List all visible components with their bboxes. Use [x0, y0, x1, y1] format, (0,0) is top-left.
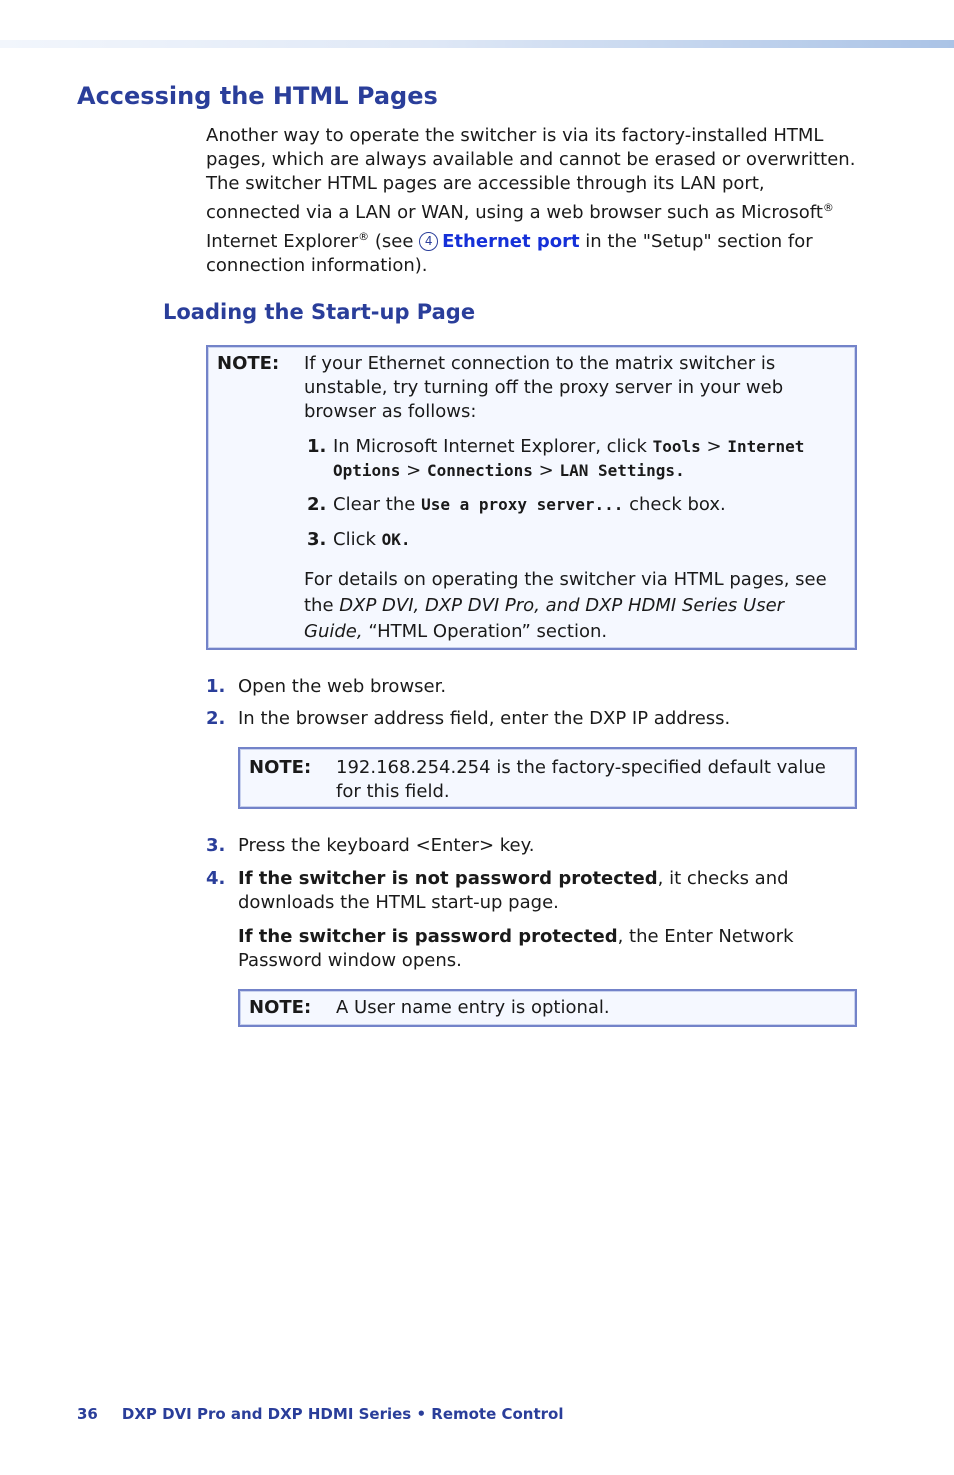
step-number: 4. [206, 868, 226, 889]
subsection-heading: Loading the Start-up Page [163, 300, 476, 324]
paragraph-bold-text: If the switcher is password protected [238, 926, 618, 947]
intro-text: (see [369, 231, 420, 252]
password-paragraph [238, 925, 818, 973]
menu-tools: Tools [652, 437, 701, 456]
step-text [333, 493, 843, 517]
note-label: NOTE: [249, 997, 312, 1018]
menu-connections: Connections [426, 461, 533, 480]
proxy-checkbox-label: Use a proxy server... [421, 495, 624, 514]
step-number: 3. [206, 835, 226, 856]
details-text [304, 567, 844, 645]
step-text [238, 867, 808, 915]
page-footer [77, 1405, 564, 1423]
step-text [333, 528, 843, 552]
intro-text: Internet Explorer [206, 231, 359, 252]
step-number: 1. [206, 676, 226, 697]
step-text: In the browser address field, enter the DXP IP address. [238, 708, 731, 729]
details-text-part: “HTML Operation” section. [362, 621, 608, 642]
step-bold-text: If the switcher is not password protected [238, 868, 658, 889]
step-text-part: , it checks and downloads the HTML start-up page. [238, 868, 789, 913]
step-text-part: In Microsoft Internet Explorer, click [333, 436, 653, 457]
note-label: NOTE: [217, 353, 280, 374]
intro-paragraph [206, 124, 856, 278]
ip-note-box [238, 747, 857, 809]
user-guide-title: DXP DVI, DXP DVI Pro, and DXP HDMI Series User Guide, [304, 595, 785, 642]
step-text-part: Click [333, 529, 382, 550]
callout-number-icon: 4 [419, 232, 438, 251]
step-text-part: Clear the [333, 494, 422, 515]
step-text [333, 435, 843, 483]
step-number: 3. [307, 529, 327, 550]
ethernet-port-link[interactable]: Ethernet port [442, 231, 580, 252]
menu-options: Options [333, 461, 401, 480]
step-number: 2. [307, 494, 327, 515]
intro-text: Another way to operate the switcher is via its factory-installed HTML pages, which are always available and cannot be erased or overwritten. The switcher HTML pages are accessible through its LAN port, connected via a LAN or WAN, using a web browser such as Microsoft [206, 125, 856, 223]
step-number: 1. [307, 436, 327, 457]
separator: > [700, 436, 728, 457]
username-note-box [238, 989, 857, 1027]
footer-title: DXP DVI Pro and DXP HDMI Series • Remote Control [121, 1405, 564, 1423]
note-text: 192.168.254.254 is the factory-specified default value for this field. [336, 757, 826, 802]
step-text: Press the keyboard <Enter> key. [238, 835, 535, 856]
note-text: If your Ethernet connection to the matrix switcher is unstable, try turning off the proxy server in your web browser as follows: [304, 353, 784, 422]
paragraph-text: , the Enter Network Password window opens. [238, 926, 794, 971]
separator: > [400, 460, 427, 481]
section-heading: Accessing the HTML Pages [77, 82, 438, 110]
ok-button-label: OK. [381, 530, 411, 549]
page-number: 36 [77, 1405, 98, 1423]
step-text-part: check box. [623, 494, 726, 515]
menu-internet: Internet [727, 437, 805, 456]
note-text: A User name entry is optional. [336, 997, 610, 1018]
menu-lan-settings: LAN Settings. [559, 461, 685, 480]
proxy-note-box [206, 345, 857, 650]
separator: > [532, 460, 560, 481]
registered-mark: ® [358, 230, 370, 243]
note-label: NOTE: [249, 757, 312, 778]
step-text: Open the web browser. [238, 676, 447, 697]
registered-mark: ® [822, 201, 834, 214]
header-gradient-bar [0, 40, 954, 48]
step-number: 2. [206, 708, 226, 729]
intro-text: in the "Setup" section for connection information). [206, 231, 813, 276]
details-text-part: For details on operating the switcher via HTML pages, see the [304, 569, 827, 616]
